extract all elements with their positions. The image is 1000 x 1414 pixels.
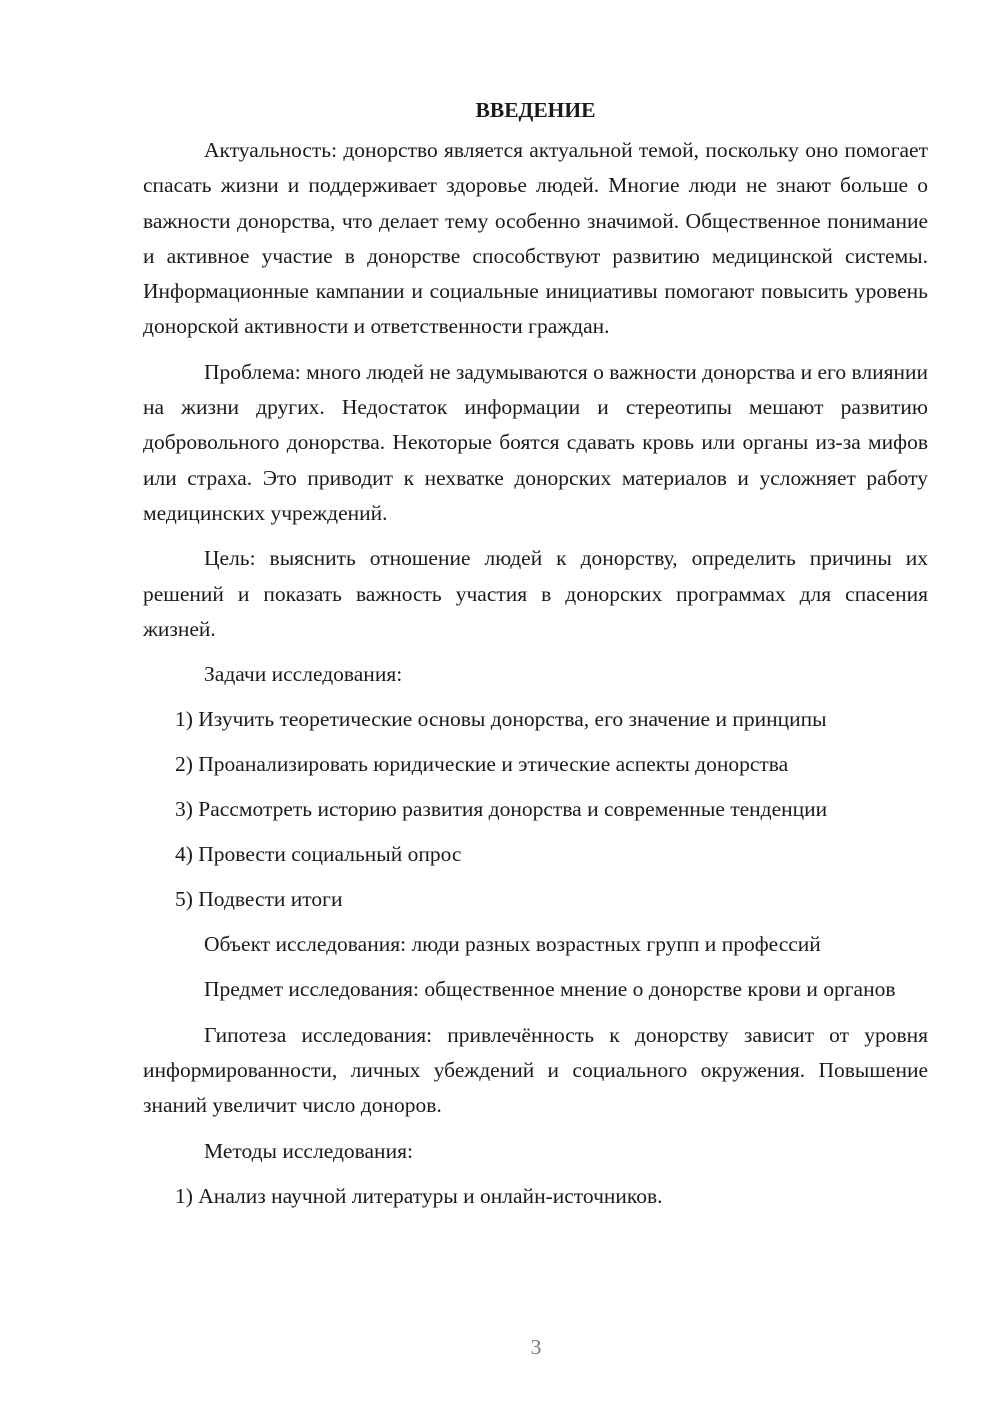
methods-list [143,1179,928,1214]
page-body [143,93,928,1224]
page-number: 3 [530,1335,542,1359]
list-item: 3) Рассмотреть историю развития донорства и современные тенденции [175,797,828,822]
tasks-heading: Задачи исследования: [204,662,403,687]
object-paragraph: Объект исследования: люди разных возрастных групп и профессий [204,932,821,957]
list-item: 1) Анализ научной литературы и онлайн-источников. [175,1183,663,1208]
relevance-paragraph: Актуальность: донорство является актуальной темой, поскольку оно помогает спасать жизни и поддерживает здоровье людей. Многие люди не знают больше о важности донорства, что делает тему особенно значимой. Общественное понимание и активное участие в донорстве способствуют развитию медицинской системы. Информационные кампании и социальные инициативы помогают повысить уровень донорской активности и ответственности граждан. [143,138,928,339]
goal-paragraph: Цель: выяснить отношение людей к донорству, определить причины их решений и показать важность участия в донорских программах для спасения жизней. [143,546,928,641]
list-item: 2) Проанализировать юридические и этические аспекты донорства [175,752,789,777]
hypothesis-paragraph: Гипотеза исследования: привлечённость к донорству зависит от уровня информированности, личных убеждений и социального окружения. Повышение знаний увеличит число доноров. [143,1022,928,1118]
subject-paragraph: Предмет исследования: общественное мнение о донорстве крови и органов [204,977,896,1002]
list-item: 4) Провести социальный опрос [175,842,462,867]
page-title: ВВЕДЕНИЕ [475,98,596,122]
methods-heading: Методы исследования: [204,1138,413,1163]
tasks-list [143,702,928,917]
list-item: 1) Изучить теоретические основы донорства, его значение и принципы [175,707,827,732]
list-item: 5) Подвести итоги [175,887,343,912]
problem-paragraph: Проблема: много людей не задумываются о важности донорства и его влиянии на жизни других. Недостаток информации и стереотипы мешают развитию добровольного донорства. Некоторые боятся сдавать кровь или органы из-за мифов или страха. Это приводит к нехватке донорских материалов и усложняет работу медицинских учреждений. [143,359,928,525]
